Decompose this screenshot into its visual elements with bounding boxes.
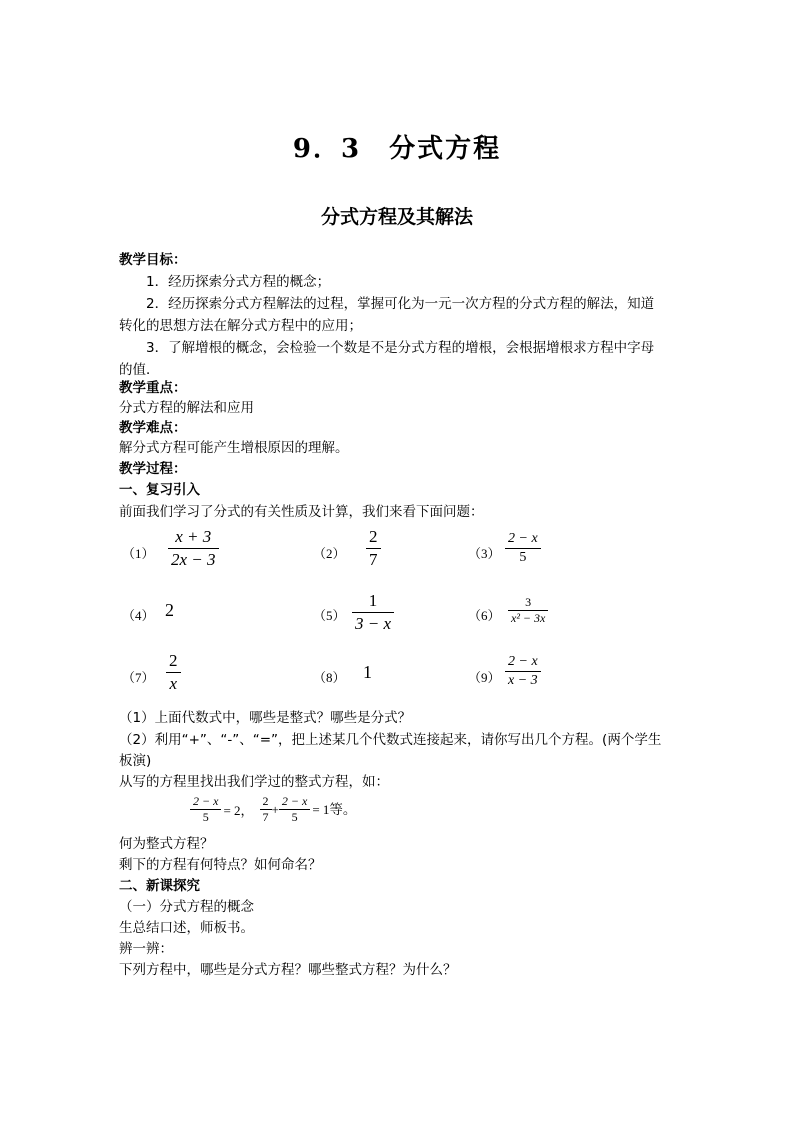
eq2-plus: + bbox=[271, 801, 279, 817]
expr-label-2: （2） bbox=[313, 546, 346, 561]
rest-equations-question: 剩下的方程有何特点？如何命名？ bbox=[119, 857, 322, 873]
review-heading: 一、复习引入 bbox=[119, 482, 200, 498]
explore-line-2: 辨一辨： bbox=[119, 941, 173, 957]
expr-fraction-5: 1 3 − x bbox=[352, 590, 394, 635]
explore-line-3: 下列方程中，哪些是分式方程？哪些整式方程？为什么？ bbox=[119, 962, 457, 978]
eq1-fraction: $\frac{2 - x}{5}$ bbox=[190, 794, 221, 825]
goal-item-2-line-1: 2．经历探索分式方程解法的过程，掌握可化为一元一次方程的分式方程的解法，知道 bbox=[146, 296, 655, 312]
expr-label-4: （4） bbox=[122, 608, 155, 623]
expr-label-3: （3） bbox=[468, 546, 501, 561]
difficulty-text: 解分式方程可能产生增根原因的理解。 bbox=[119, 440, 349, 456]
explore-heading: 二、新课探究 bbox=[119, 878, 200, 894]
question-2-line-1: （2）利用“+”、“-”、“=”，把上述某几个代数式连接起来，请你写出几个方程。(两个学生 bbox=[119, 732, 662, 748]
expr-label-6: （6） bbox=[468, 608, 501, 623]
eq2-fraction-b: $\frac{2 - x}{5}$ bbox=[279, 794, 310, 825]
expr-fraction-3: 2 − x 5 bbox=[505, 530, 541, 567]
expr-label-1: （1） bbox=[122, 546, 155, 561]
goal-item-3-line-2: 的值． bbox=[119, 362, 160, 378]
explore-subheading-1: （一）分式方程的概念 bbox=[119, 899, 254, 915]
expr-fraction-6: 3 x² − 3x bbox=[508, 595, 548, 626]
explore-line-1: 生总结口述，师板书。 bbox=[119, 920, 254, 936]
expr-fraction-2: 2 7 bbox=[366, 526, 381, 571]
eq2-rhs: = 1 bbox=[312, 801, 330, 817]
review-intro: 前面我们学习了分式的有关性质及计算，我们来看下面问题： bbox=[119, 504, 484, 520]
goal-item-1: 1．经历探索分式方程的概念； bbox=[146, 274, 331, 290]
expr-fraction-9: 2 − x x − 3 bbox=[505, 653, 541, 690]
eq2-tail: 等。 bbox=[329, 801, 357, 818]
expr-label-9: （9） bbox=[468, 670, 501, 685]
eq1-rhs: = 2， bbox=[223, 803, 254, 818]
goal-item-2-line-2: 转化的思想方法在解分式方程中的应用； bbox=[119, 318, 362, 334]
question-1: （1）上面代数式中，哪些是整式？哪些是分式？ bbox=[119, 710, 412, 726]
goal-item-3-line-1: 3．了解增根的概念，会检验一个数是不是分式方程的增根，会根据增根求方程中字母 bbox=[146, 340, 655, 356]
page-subtitle: 分式方程及其解法 bbox=[320, 206, 473, 228]
difficulty-heading: 教学难点： bbox=[119, 420, 187, 436]
process-heading: 教学过程： bbox=[119, 461, 187, 477]
expr-label-8: （8） bbox=[313, 670, 346, 685]
question-2-line-2: 板演) bbox=[119, 753, 152, 769]
expr-label-7: （7） bbox=[122, 670, 155, 685]
expr-fraction-7: 2 x bbox=[166, 650, 181, 695]
eq2-fraction-a: $\frac{2}{7}$ bbox=[260, 794, 272, 825]
expr-value-4: 2 bbox=[165, 600, 174, 620]
example-equations bbox=[190, 794, 356, 825]
page-title: 9．3 分式方程 bbox=[292, 134, 502, 164]
what-is-integral-equation: 何为整式方程？ bbox=[119, 836, 214, 852]
goals-heading: 教学目标： bbox=[119, 252, 187, 268]
expr-label-5: （5） bbox=[313, 608, 346, 623]
key-points-heading: 教学重点： bbox=[119, 380, 187, 396]
key-points-text: 分式方程的解法和应用 bbox=[119, 400, 254, 416]
find-equations-text: 从写的方程里找出我们学过的整式方程，如： bbox=[119, 774, 389, 790]
expr-value-8: 1 bbox=[363, 662, 372, 682]
expr-fraction-1: x + 3 2x − 3 bbox=[168, 526, 219, 571]
